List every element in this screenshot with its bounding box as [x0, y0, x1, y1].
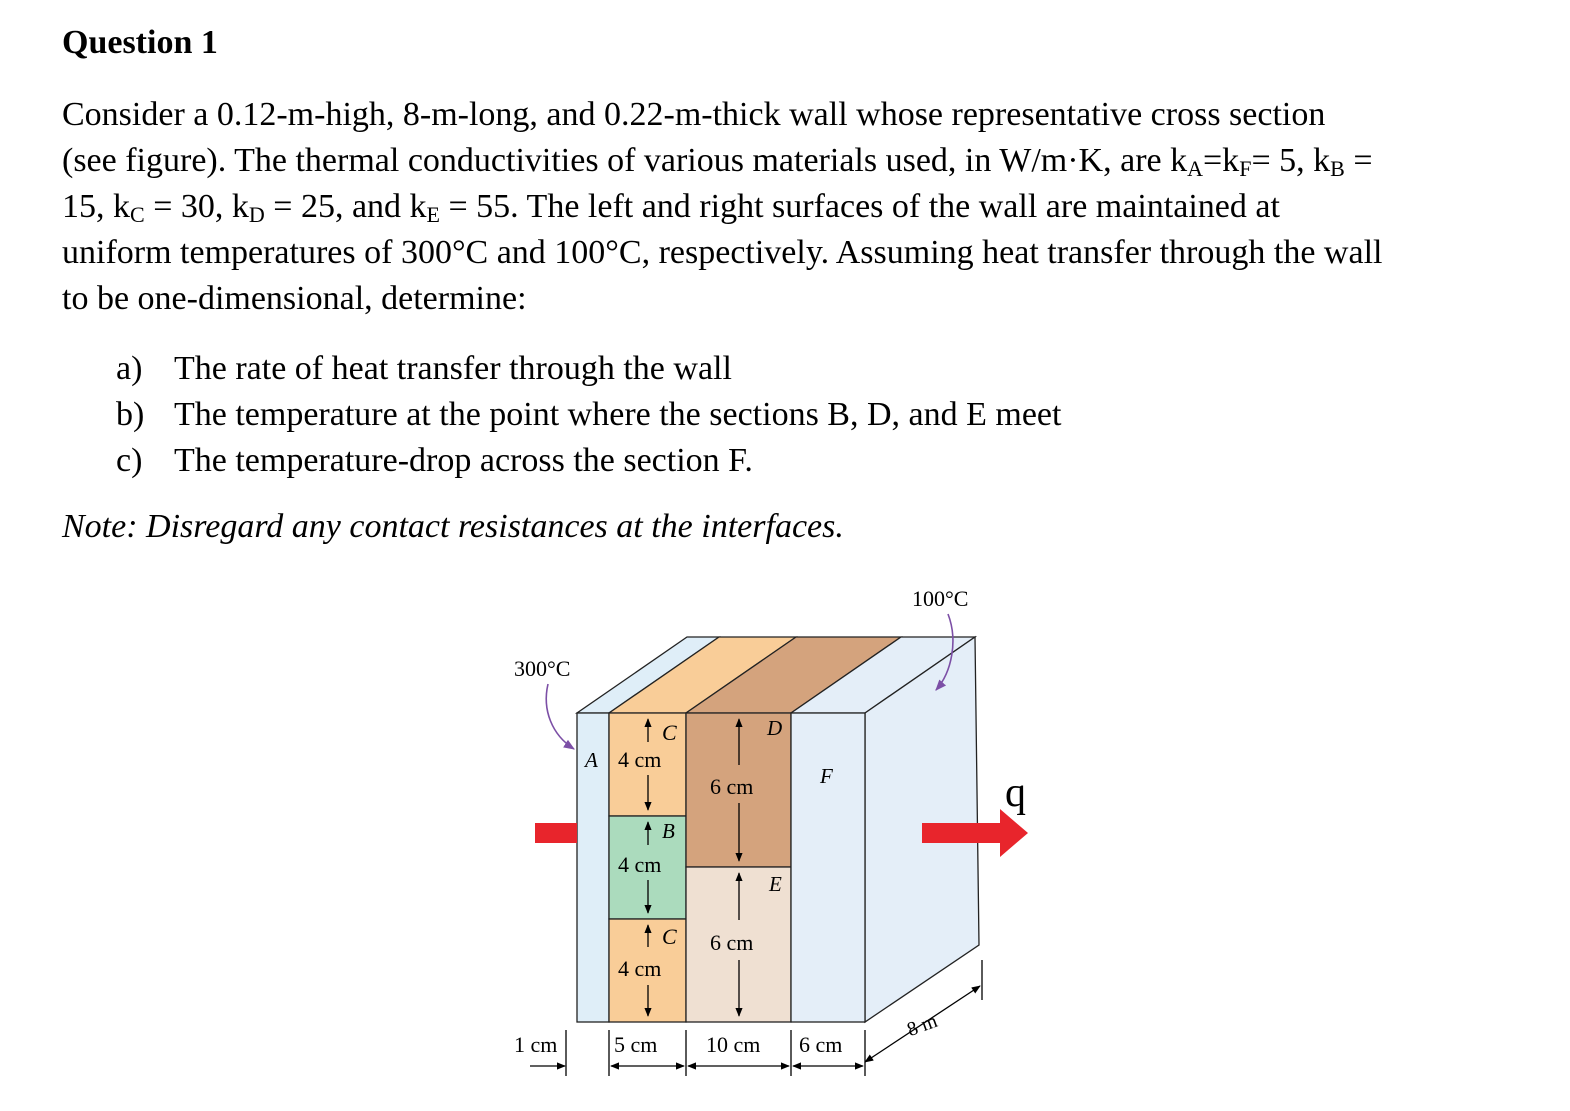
part-c: c) The temperature-drop across the section F. — [116, 442, 753, 479]
section-f — [791, 713, 865, 1022]
dim-b-height: 4 cm — [618, 852, 662, 877]
dim-bc-width: 5 cm — [614, 1032, 658, 1057]
dim-a-width: 1 cm — [514, 1032, 558, 1057]
temp-right-label: 100°C — [912, 586, 969, 611]
section-c-top-label: C — [662, 720, 677, 745]
section-e-label: E — [769, 872, 782, 896]
statement-line-5: to be one-dimensional, determine: — [62, 280, 527, 317]
dim-e-height: 6 cm — [710, 930, 754, 955]
statement-line-2: (see figure). The thermal conductivities of various materials used, in W/m·K, are $k_A=k_F= 5$, $k_B$ = — [62, 142, 1373, 181]
section-d-label: D — [767, 716, 783, 740]
section-a-label: A — [585, 748, 598, 772]
note: Note: Disregard any contact resistances at the interfaces. — [62, 508, 844, 545]
dim-f-width: 6 cm — [799, 1032, 843, 1057]
heat-flow-label: q — [1005, 770, 1026, 816]
part-b: b) The temperature at the point where the sections B, D, and E meet — [116, 396, 1062, 433]
part-a: a) The rate of heat transfer through the wall — [116, 350, 732, 387]
section-b-label: B — [662, 819, 675, 843]
dim-c-top-height: 4 cm — [618, 747, 662, 772]
statement-line-3: 15, $k_C = 30$, $k_D = 25$, and $k_E = 55$. The left and right surfaces of the wall are maintained at — [62, 188, 1280, 227]
temp-left-label: 300°C — [514, 656, 571, 681]
dim-length: 8 m — [904, 1009, 941, 1042]
statement-line-4: uniform temperatures of 300°C and 100°C, respectively. Assuming heat transfer through the wall — [62, 234, 1383, 271]
temp-left-pointer — [546, 684, 574, 749]
question-title: Question 1 — [62, 24, 218, 61]
dim-de-width: 10 cm — [706, 1032, 761, 1057]
dim-c-bottom-height: 4 cm — [618, 956, 662, 981]
heat-in-arrow — [535, 823, 577, 843]
dim-d-height: 6 cm — [710, 774, 754, 799]
section-c-bottom-label: C — [662, 924, 677, 949]
statement-line-1: Consider a 0.12-m-high, 8-m-long, and 0.22-m-thick wall whose representative cross section — [62, 96, 1326, 133]
section-f-label: F — [820, 764, 833, 788]
